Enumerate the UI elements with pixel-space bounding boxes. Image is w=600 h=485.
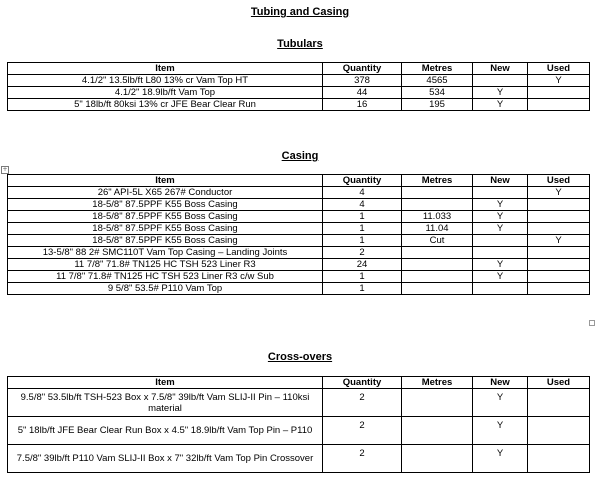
table-cell: 9.5/8" 53.5lb/ft TSH-523 Box x 7.5/8" 39lb/ft Vam SLIJ-II Pin – 110ksi material <box>8 389 323 417</box>
column-header: Used <box>528 175 590 187</box>
table-resize-handle-icon[interactable] <box>589 320 595 326</box>
table-cell: 4.1/2" 18.9lb/ft Vam Top <box>8 87 323 99</box>
table-cell: 18-5/8" 87.5PPF K55 Boss Casing <box>8 211 323 223</box>
table-row <box>8 211 590 223</box>
table-cell <box>528 223 590 235</box>
table-cell <box>473 247 528 259</box>
column-header: Quantity <box>323 63 402 75</box>
table-cell: 4 <box>323 187 402 199</box>
table-cell <box>473 235 528 247</box>
table-cell: 1 <box>323 283 402 295</box>
column-header: New <box>473 63 528 75</box>
table-cell: 4565 <box>402 75 473 87</box>
table-cell <box>528 259 590 271</box>
table-row <box>8 99 590 111</box>
table-cell: Y <box>473 87 528 99</box>
table-cell: Y <box>473 271 528 283</box>
table-cell: 18-5/8" 87.5PPF K55 Boss Casing <box>8 199 323 211</box>
table-cell: 1 <box>323 235 402 247</box>
column-header: New <box>473 377 528 389</box>
header-row <box>8 377 590 389</box>
table-cell: Y <box>528 75 590 87</box>
table-cell: Y <box>473 223 528 235</box>
table-cell <box>528 445 590 473</box>
table-cell <box>402 283 473 295</box>
table-cell: 1 <box>323 223 402 235</box>
table-cell: Y <box>473 389 528 417</box>
table-cell <box>528 271 590 283</box>
casing-table <box>7 174 590 295</box>
column-header: Quantity <box>323 377 402 389</box>
table-cell: 16 <box>323 99 402 111</box>
table-cell: 24 <box>323 259 402 271</box>
table-cell <box>528 87 590 99</box>
crossovers-table <box>7 376 590 473</box>
column-header: Item <box>8 63 323 75</box>
table-cell <box>473 283 528 295</box>
column-header: Metres <box>402 175 473 187</box>
table-cell <box>528 389 590 417</box>
table-cell: 26" API-5L X65 267# Conductor <box>8 187 323 199</box>
table-row <box>8 247 590 259</box>
table-row <box>8 235 590 247</box>
crossovers-title: Cross-overs <box>267 351 333 363</box>
header-row <box>8 63 590 75</box>
table-cell: Y <box>473 445 528 473</box>
table-row <box>8 283 590 295</box>
table-cell: Y <box>473 211 528 223</box>
table-cell <box>528 283 590 295</box>
table-row <box>8 199 590 211</box>
table-row <box>8 187 590 199</box>
table-cell: 18-5/8" 87.5PPF K55 Boss Casing <box>8 235 323 247</box>
table-cell <box>528 199 590 211</box>
column-header: Used <box>528 377 590 389</box>
column-header: Item <box>8 175 323 187</box>
table-cell: 2 <box>323 247 402 259</box>
table-cell <box>473 187 528 199</box>
casing-title: Casing <box>281 150 319 162</box>
table-cell: Y <box>473 259 528 271</box>
table-cell: 5" 18lb/ft JFE Bear Clear Run Box x 4.5" 18.9lb/ft Vam Top Pin – P110 <box>8 417 323 445</box>
table-cell: 4 <box>323 199 402 211</box>
table-cell: 534 <box>402 87 473 99</box>
table-row <box>8 75 590 87</box>
table-cell <box>528 417 590 445</box>
table-cell <box>402 259 473 271</box>
table-cell: 11.033 <box>402 211 473 223</box>
table-row <box>8 87 590 99</box>
table-cell: 2 <box>323 445 402 473</box>
column-header: New <box>473 175 528 187</box>
table-cell <box>402 417 473 445</box>
table-cell: 195 <box>402 99 473 111</box>
table-cell: 1 <box>323 271 402 283</box>
table-row <box>8 389 590 417</box>
table-cell: Cut <box>402 235 473 247</box>
table-cell <box>402 247 473 259</box>
table-cell: 2 <box>323 417 402 445</box>
table-cell: 13-5/8" 88 2# SMC110T Vam Top Casing – Landing Joints <box>8 247 323 259</box>
table-cell: Y <box>528 235 590 247</box>
table-cell: 378 <box>323 75 402 87</box>
table-cell: Y <box>473 199 528 211</box>
table-cell <box>402 199 473 211</box>
table-cell: 44 <box>323 87 402 99</box>
table-cell <box>528 247 590 259</box>
table-cell <box>402 187 473 199</box>
table-row <box>8 271 590 283</box>
table-cell <box>473 75 528 87</box>
table-cell: 11 7/8" 71.8# TN125 HC TSH 523 Liner R3 <box>8 259 323 271</box>
table-cell: 5" 18lb/ft 80ksi 13% cr JFE Bear Clear Run <box>8 99 323 111</box>
table-row <box>8 223 590 235</box>
table-cell: 18-5/8" 87.5PPF K55 Boss Casing <box>8 223 323 235</box>
table-cell: 11 7/8" 71.8# TN125 HC TSH 523 Liner R3 c/w Sub <box>8 271 323 283</box>
table-cell: Y <box>473 417 528 445</box>
column-header: Metres <box>402 377 473 389</box>
column-header: Item <box>8 377 323 389</box>
column-header: Quantity <box>323 175 402 187</box>
column-header: Used <box>528 63 590 75</box>
table-cell <box>402 271 473 283</box>
tubulars-title: Tubulars <box>277 38 323 50</box>
table-move-handle-icon[interactable]: + <box>2 166 8 173</box>
table-cell: Y <box>528 187 590 199</box>
tubulars-table <box>7 62 590 111</box>
table-row <box>8 417 590 445</box>
table-cell: Y <box>473 99 528 111</box>
table-cell <box>402 389 473 417</box>
table-cell <box>402 445 473 473</box>
table-cell: 9 5/8" 53.5# P110 Vam Top <box>8 283 323 295</box>
table-cell: 4.1/2" 13.5lb/ft L80 13% cr Vam Top HT <box>8 75 323 87</box>
table-row <box>8 259 590 271</box>
table-cell: 1 <box>323 211 402 223</box>
column-header: Metres <box>402 63 473 75</box>
page-title: Tubing and Casing <box>250 6 350 18</box>
table-cell <box>528 211 590 223</box>
table-cell: 2 <box>323 389 402 417</box>
table-cell: 7.5/8" 39lb/ft P110 Vam SLIJ-II Box x 7" 32lb/ft Vam Top Pin Crossover <box>8 445 323 473</box>
table-cell: 11.04 <box>402 223 473 235</box>
table-cell <box>528 99 590 111</box>
table-row <box>8 445 590 473</box>
header-row <box>8 175 590 187</box>
